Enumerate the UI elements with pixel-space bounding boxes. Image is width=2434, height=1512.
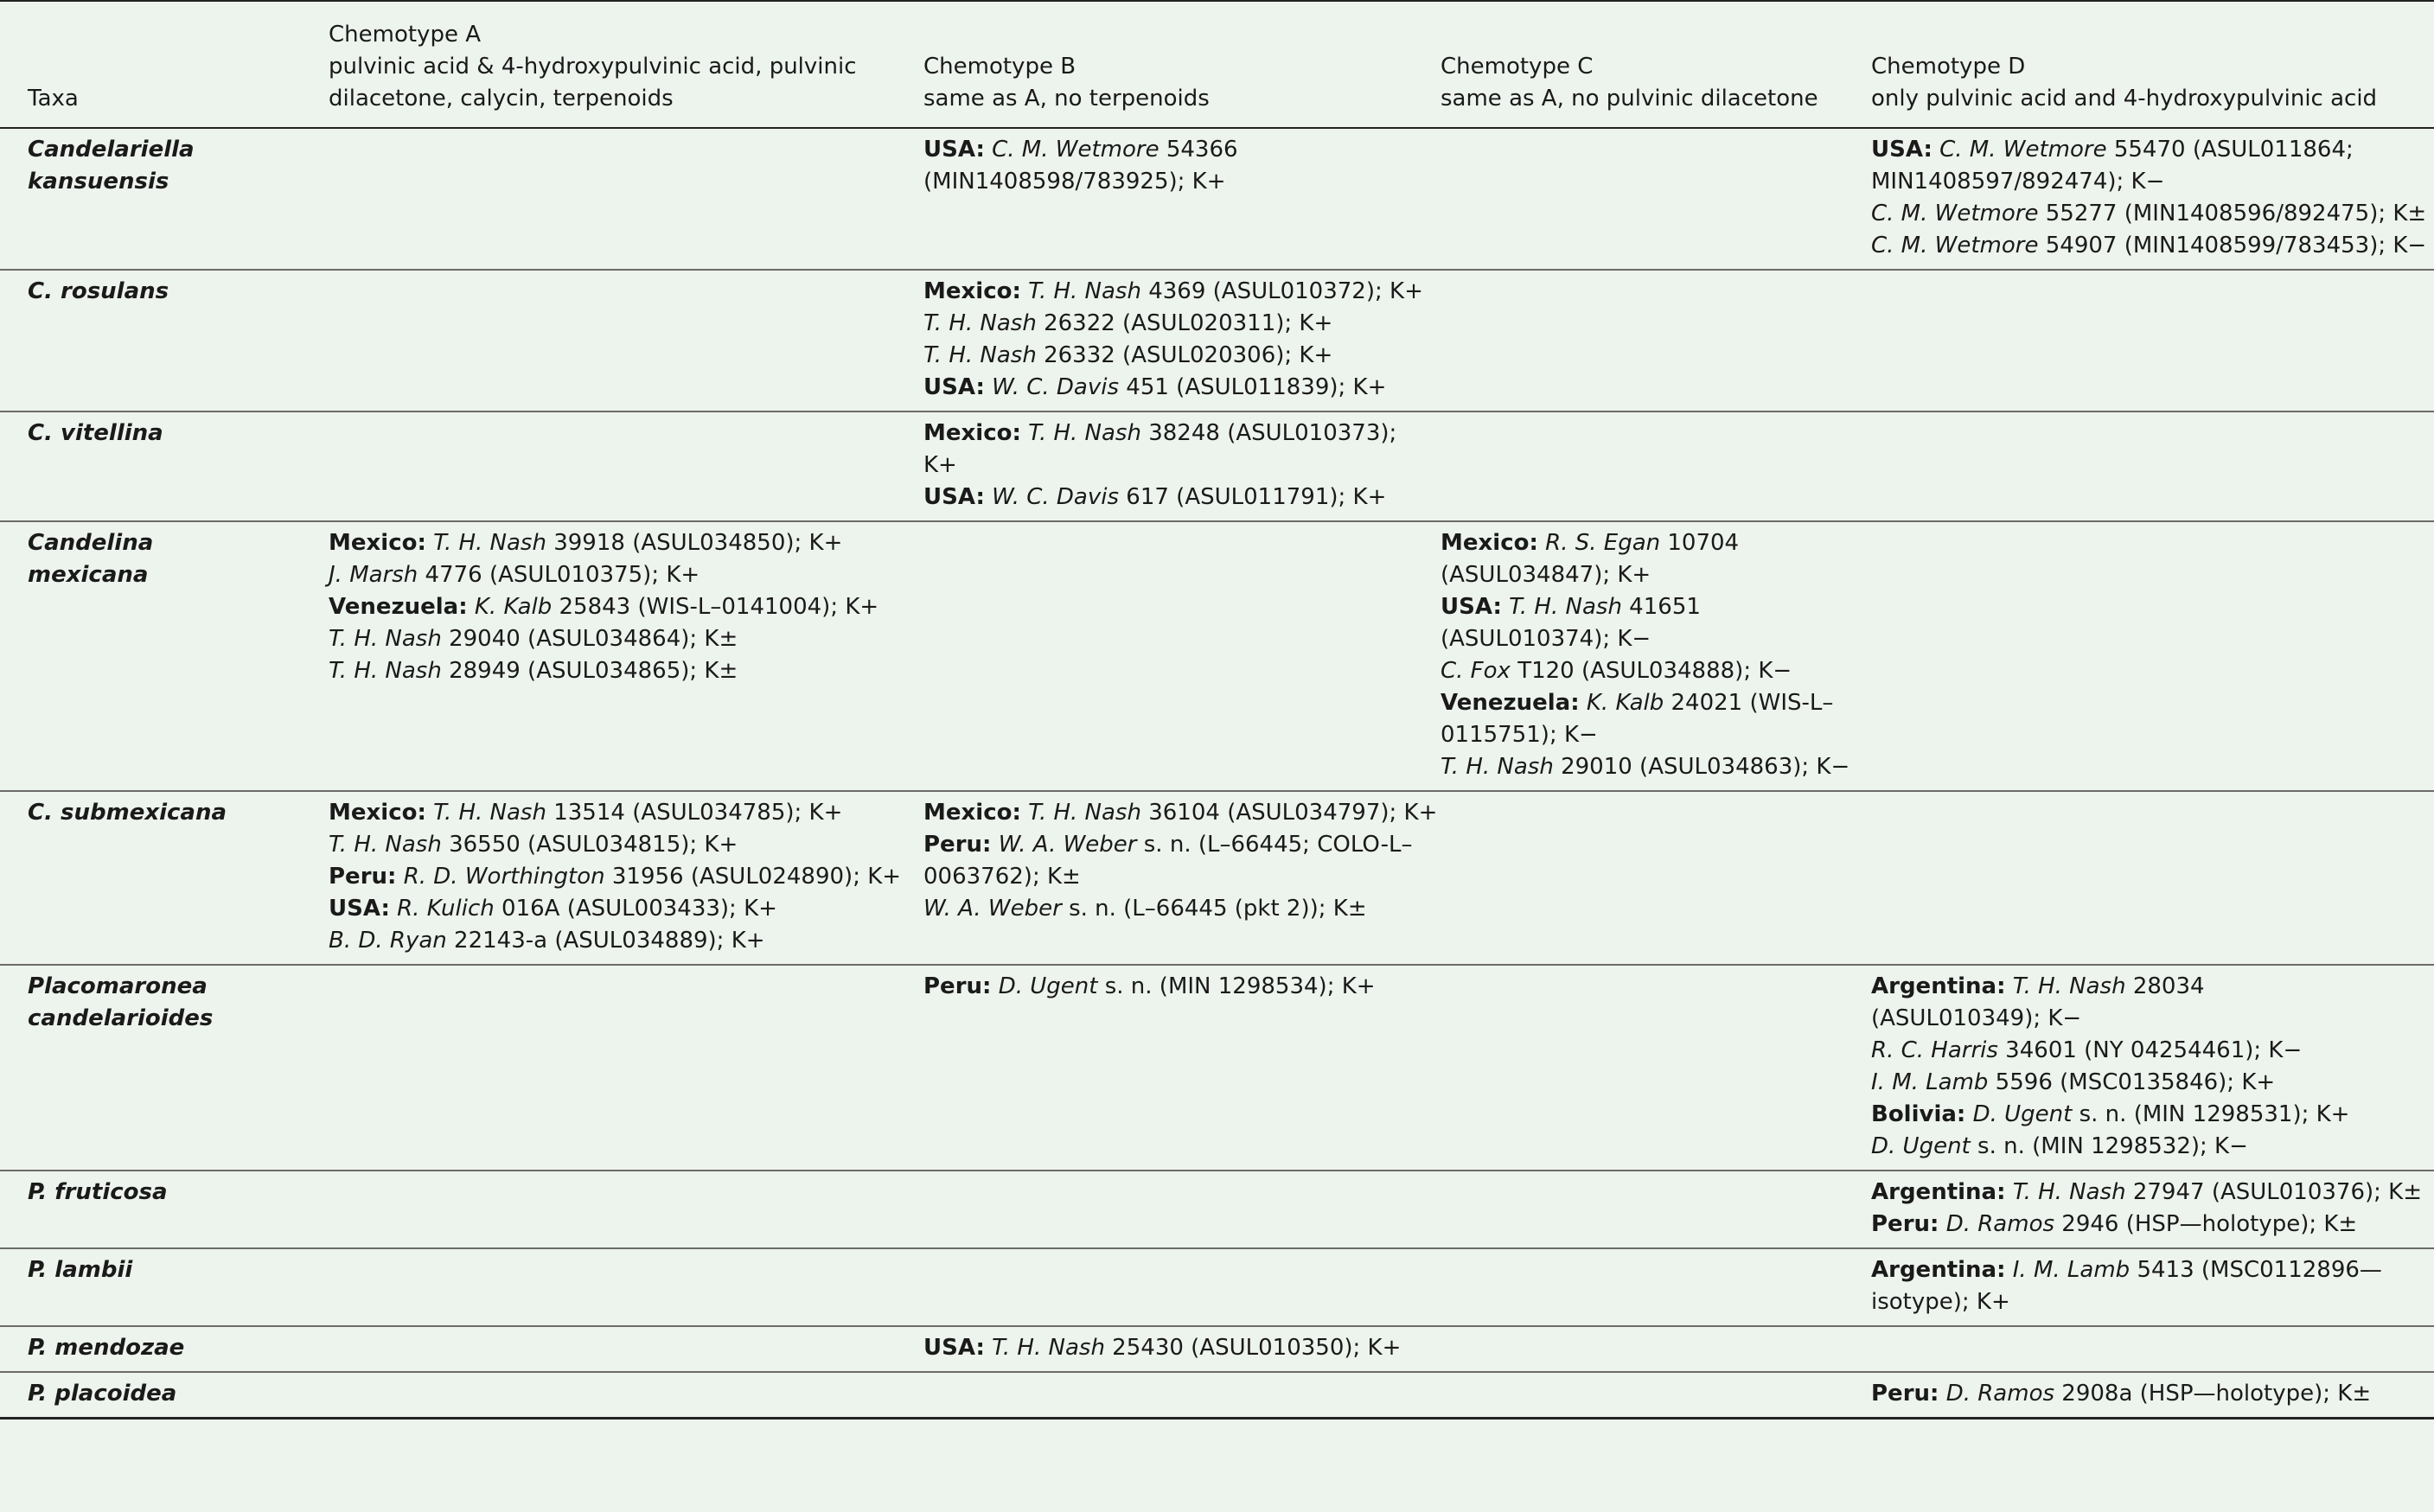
table-row	[0, 1326, 2434, 1372]
chemotype-d-cell	[1847, 411, 2434, 521]
table-row	[0, 128, 2434, 270]
specimen-detail: 26332 (ASUL020306); K+	[1036, 342, 1333, 368]
chemotype-b-cell	[899, 1372, 1416, 1419]
collector-name: T. H. Nash	[992, 1335, 1105, 1361]
specimen-detail: 39918 (ASUL034850); K+	[546, 530, 843, 556]
specimen-detail: s. n. (MIN 1298531); K+	[2072, 1101, 2350, 1127]
table-row	[0, 270, 2434, 411]
chemotype-c-cell	[1416, 1372, 1847, 1419]
collector-name: T. H. Nash	[329, 658, 442, 684]
specimen-detail: 41651	[1621, 594, 1701, 620]
country-label: Peru:	[923, 832, 992, 858]
specimen-detail: isotype); K+	[1871, 1289, 2010, 1315]
specimen-detail: 54366	[1159, 137, 1238, 163]
specimen-detail: MIN1408597/892474); K−	[1871, 169, 2165, 195]
chemotype-c-cell	[1416, 1248, 1847, 1326]
specimen-detail: 5413 (MSC0112896—	[2130, 1257, 2382, 1283]
specimen-line	[1871, 1035, 2422, 1067]
chemotype-c-cell	[1416, 1326, 1847, 1372]
header-taxa: Taxa	[0, 1, 304, 128]
country-label: Venezuela:	[1441, 690, 1580, 716]
specimen-detail: (ASUL034847); K+	[1441, 562, 1651, 588]
specimen-detail: 55470 (ASUL011864;	[2106, 137, 2354, 163]
table-row	[0, 411, 2434, 521]
collector-name: T. H. Nash	[1441, 754, 1554, 780]
country-label: Mexico:	[923, 420, 1021, 446]
specimen-detail: (MIN1408598/783925); K+	[923, 169, 1226, 195]
collector-name: T. H. Nash	[1028, 278, 1141, 304]
table-header	[0, 1, 2434, 128]
collector-name: D. Ugent	[998, 973, 1098, 999]
specimen-detail: 4776 (ASUL010375); K+	[418, 562, 700, 588]
collector-name: T. H. Nash	[2012, 973, 2126, 999]
collector-name: C. M. Wetmore	[992, 137, 1160, 163]
specimen-detail: 0115751); K−	[1441, 722, 1598, 748]
specimen-detail: 36550 (ASUL034815); K+	[441, 832, 738, 858]
collector-name: K. Kalb	[1586, 690, 1664, 716]
specimen-line	[329, 527, 887, 559]
taxa-cell	[0, 1326, 304, 1372]
specimen-detail: 34601 (NY 04254461); K−	[1997, 1037, 2303, 1063]
collector-name: T. H. Nash	[923, 342, 1037, 368]
specimen-line	[923, 166, 1404, 198]
taxa-cell	[0, 1248, 304, 1326]
specimen-line	[923, 276, 1423, 308]
taxa-name: Placomaronea	[28, 973, 208, 999]
specimen-line	[1441, 527, 1835, 559]
chemotype-d-cell	[1847, 1248, 2434, 1326]
specimen-line	[1871, 1177, 2422, 1209]
specimen-line	[923, 861, 1404, 893]
country-label: USA:	[923, 374, 985, 400]
specimen-line	[1871, 1286, 2422, 1318]
country-label: USA:	[329, 896, 390, 922]
specimen-line	[329, 655, 887, 687]
specimen-line	[329, 797, 887, 829]
chemotype-b-cell	[899, 1171, 1416, 1248]
specimen-line	[329, 829, 887, 861]
country-label: Peru:	[923, 973, 992, 999]
taxa-name: C. vitellina	[28, 420, 163, 446]
taxa-name: mexicana	[28, 562, 149, 588]
specimen-line	[1871, 1254, 2422, 1286]
specimen-detail: 28949 (ASUL034865); K±	[441, 658, 738, 684]
specimen-line	[923, 308, 1404, 340]
taxa-cell	[0, 965, 304, 1171]
specimen-detail: s. n. (L–66445; COLO-L–	[1136, 832, 1413, 858]
specimen-line	[923, 797, 1438, 829]
specimen-line	[329, 925, 887, 957]
country-label: USA:	[1441, 594, 1502, 620]
specimen-line	[1441, 559, 1835, 591]
chemotype-c-cell	[1416, 965, 1847, 1171]
chemotype-d-cell	[1847, 1171, 2434, 1248]
collector-name: I. M. Lamb	[1871, 1069, 1989, 1095]
taxa-cell	[0, 270, 304, 411]
taxa-name: kansuensis	[28, 169, 169, 195]
taxa-name: P. placoidea	[28, 1381, 177, 1407]
specimen-line	[1871, 230, 2427, 262]
chemotype-d-cell	[1847, 521, 2434, 791]
country-label: Argentina:	[1871, 973, 2006, 999]
chemotype-b-cell	[899, 521, 1416, 791]
country-label: Peru:	[1871, 1381, 1939, 1407]
specimen-detail: K+	[923, 452, 957, 478]
collector-name: B. D. Ryan	[329, 928, 447, 954]
country-label: USA:	[1871, 137, 1933, 163]
header-chemotype-a: Chemotype A pulvinic acid & 4-hydroxypulvinic acid, pulvinic dilacetone, calycin, terpenoids	[304, 1, 899, 128]
collector-name: T. H. Nash	[1028, 800, 1141, 826]
specimen-line	[1441, 687, 1835, 719]
specimen-detail: (ASUL010374); K−	[1441, 626, 1651, 652]
chemotype-c-cell	[1416, 411, 1847, 521]
specimen-detail: 5596 (MSC0135846); K+	[1988, 1069, 2276, 1095]
taxa-name: Candelina	[28, 530, 154, 556]
specimen-detail: 2908a (HSP—holotype); K±	[2054, 1381, 2372, 1407]
specimen-detail: 31956 (ASUL024890); K+	[604, 864, 902, 890]
specimen-detail: 0063762); K±	[923, 864, 1081, 890]
table-row	[0, 1171, 2434, 1248]
specimen-line	[1871, 1209, 2422, 1241]
country-label: Mexico:	[1441, 530, 1538, 556]
chemotype-b-cell	[899, 411, 1416, 521]
table-body	[0, 128, 2434, 1419]
specimen-line	[329, 591, 887, 623]
collector-name: T. H. Nash	[433, 800, 546, 826]
chemotype-a-cell	[304, 1372, 899, 1419]
country-label: Peru:	[329, 864, 397, 890]
collector-name: I. M. Lamb	[2012, 1257, 2131, 1283]
header-chemotype-b: Chemotype B same as A, no terpenoids	[899, 1, 1416, 128]
collector-name: J. Marsh	[329, 562, 418, 588]
taxa-cell	[0, 521, 304, 791]
taxa-name: C. rosulans	[28, 278, 169, 304]
specimen-detail: T120 (ASUL034888); K−	[1510, 658, 1792, 684]
country-label: Argentina:	[1871, 1257, 2006, 1283]
specimen-line	[1871, 198, 2427, 230]
specimen-line	[1441, 623, 1835, 655]
specimen-detail: s. n. (L–66445 (pkt 2)); K±	[1061, 896, 1367, 922]
collector-name: C. M. Wetmore	[1871, 233, 2039, 258]
specimen-line	[1871, 1378, 2422, 1410]
table-row	[0, 1248, 2434, 1326]
chemotype-a-cell	[304, 965, 899, 1171]
chemotype-a-cell	[304, 1326, 899, 1372]
specimen-line	[1871, 1067, 2422, 1099]
taxa-cell	[0, 1171, 304, 1248]
country-label: USA:	[923, 1335, 985, 1361]
specimen-line	[329, 861, 902, 893]
specimen-detail: 22143-a (ASUL034889); K+	[446, 928, 765, 954]
specimen-detail: 016A (ASUL003433); K+	[494, 896, 777, 922]
chemotype-a-cell	[304, 128, 899, 270]
specimen-line	[329, 623, 887, 655]
collector-name: D. Ugent	[1871, 1133, 1971, 1159]
specimen-line	[1441, 719, 1835, 751]
chemotype-a-cell	[304, 791, 902, 965]
specimen-line	[923, 134, 1404, 166]
country-label: USA:	[923, 137, 985, 163]
chemotype-b-cell	[899, 128, 1416, 270]
specimen-detail: 29010 (ASUL034863); K−	[1553, 754, 1850, 780]
chemotype-d-cell	[1847, 128, 2434, 270]
taxa-name: P. fruticosa	[28, 1179, 168, 1205]
specimen-line	[923, 1332, 1404, 1364]
collector-name: T. H. Nash	[329, 626, 442, 652]
specimen-line	[1441, 591, 1835, 623]
chemotype-d-cell	[1847, 965, 2434, 1171]
chemotype-a-cell	[304, 521, 899, 791]
specimen-detail: 2946 (HSP—holotype); K±	[2054, 1211, 2358, 1237]
collector-name: T. H. Nash	[1509, 594, 1622, 620]
table-row	[0, 791, 2434, 965]
chemotype-c-cell	[1416, 128, 1847, 270]
chemotype-c-cell	[1416, 270, 1847, 411]
collector-name: R. S. Egan	[1545, 530, 1661, 556]
taxa-name: Candelariella	[28, 137, 195, 163]
specimen-line	[923, 482, 1404, 514]
specimen-line	[923, 971, 1404, 1003]
specimen-detail: 451 (ASUL011839); K+	[1119, 374, 1387, 400]
chemotype-d-cell	[1847, 1326, 2434, 1372]
country-label: Argentina:	[1871, 1179, 2006, 1205]
taxa-cell	[0, 791, 304, 965]
specimen-line	[1871, 971, 2422, 1003]
collector-name: D. Ramos	[1945, 1211, 2055, 1237]
collector-name: C. M. Wetmore	[1939, 137, 2107, 163]
chemotype-b-cell	[899, 965, 1416, 1171]
chemotype-d-cell	[1847, 1372, 2434, 1419]
header-chemotype-c: Chemotype C same as A, no pulvinic dilacetone	[1416, 1, 1847, 128]
chemotype-b-cell	[899, 791, 1438, 965]
country-label: Mexico:	[923, 800, 1021, 826]
country-label: USA:	[923, 484, 985, 510]
specimen-detail: 10704	[1660, 530, 1740, 556]
collector-name: W. C. Davis	[992, 484, 1120, 510]
specimen-line	[1441, 655, 1835, 687]
collector-name: C. M. Wetmore	[1871, 201, 2039, 226]
chemotype-a-cell	[304, 1248, 899, 1326]
chemotype-b-cell	[899, 270, 1423, 411]
specimen-line	[1871, 134, 2422, 166]
specimen-line	[923, 418, 1404, 450]
specimen-detail: 36104 (ASUL034797); K+	[1140, 800, 1438, 826]
specimen-line	[923, 340, 1404, 372]
specimen-detail: s. n. (MIN 1298532); K−	[1970, 1133, 2248, 1159]
chemotype-d-cell	[1847, 791, 2434, 965]
taxa-name: P. lambii	[28, 1257, 133, 1283]
collector-name: D. Ugent	[1972, 1101, 2073, 1127]
specimen-detail: 55277 (MIN1408596/892475); K±	[2038, 201, 2427, 226]
collector-name: C. Fox	[1441, 658, 1511, 684]
specimen-detail: 4369 (ASUL010372); K+	[1140, 278, 1423, 304]
country-label: Mexico:	[329, 530, 426, 556]
table-row	[0, 521, 2434, 791]
collector-name: W. A. Weber	[998, 832, 1137, 858]
collector-name: T. H. Nash	[433, 530, 546, 556]
specimen-detail: 24021 (WIS-L–	[1664, 690, 1834, 716]
specimen-line	[923, 893, 1404, 925]
collector-name: R. C. Harris	[1871, 1037, 1998, 1063]
specimen-line	[1871, 166, 2422, 198]
specimen-line	[923, 372, 1404, 404]
chemotype-a-cell	[304, 270, 899, 411]
chemotype-c-cell	[1416, 521, 1850, 791]
collector-name: T. H. Nash	[923, 310, 1037, 336]
taxa-name: C. submexicana	[28, 800, 227, 826]
collector-name: T. H. Nash	[1028, 420, 1141, 446]
country-label: Mexico:	[329, 800, 426, 826]
specimen-line	[329, 893, 887, 925]
country-label: Venezuela:	[329, 594, 468, 620]
chemotype-a-cell	[304, 411, 899, 521]
specimen-detail: 38248 (ASUL010373);	[1140, 420, 1397, 446]
specimen-detail: s. n. (MIN 1298534); K+	[1097, 973, 1376, 999]
specimen-detail: 13514 (ASUL034785); K+	[546, 800, 843, 826]
specimen-detail: 29040 (ASUL034864); K±	[441, 626, 738, 652]
specimen-detail: 25430 (ASUL010350); K+	[1104, 1335, 1402, 1361]
collector-name: W. C. Davis	[992, 374, 1120, 400]
chemotype-a-cell	[304, 1171, 899, 1248]
taxa-name: P. mendozae	[28, 1335, 185, 1361]
specimen-detail: 26322 (ASUL020311); K+	[1036, 310, 1333, 336]
specimen-line	[1871, 1003, 2422, 1035]
specimen-detail: 25843 (WIS-L–0141004); K+	[552, 594, 879, 620]
specimen-detail: 54907 (MIN1408599/783453); K−	[2038, 233, 2427, 258]
collector-name: D. Ramos	[1945, 1381, 2055, 1407]
specimen-line	[1871, 1099, 2422, 1131]
taxa-name: candelarioides	[28, 1005, 214, 1031]
taxa-cell	[0, 128, 304, 270]
chemotype-d-cell	[1847, 270, 2434, 411]
specimen-detail: 28034	[2125, 973, 2205, 999]
header-chemotype-d: Chemotype D only pulvinic acid and 4-hydroxypulvinic acid	[1847, 1, 2434, 128]
specimen-detail: 617 (ASUL011791); K+	[1119, 484, 1387, 510]
chemotype-b-cell	[899, 1248, 1416, 1326]
specimen-detail: 27947 (ASUL010376); K±	[2125, 1179, 2423, 1205]
table-row	[0, 965, 2434, 1171]
collector-name: R. D. Worthington	[403, 864, 605, 890]
table-row	[0, 1372, 2434, 1419]
specimen-detail: (ASUL010349); K−	[1871, 1005, 2082, 1031]
collector-name: K. Kalb	[474, 594, 553, 620]
collector-name: T. H. Nash	[2012, 1179, 2126, 1205]
collector-name: W. A. Weber	[923, 896, 1062, 922]
chemotype-c-cell	[1416, 1171, 1847, 1248]
specimen-line	[1871, 1131, 2422, 1163]
taxa-cell	[0, 411, 304, 521]
collector-name: R. Kulich	[397, 896, 495, 922]
country-label: Mexico:	[923, 278, 1021, 304]
specimen-line	[1441, 751, 1850, 783]
taxa-cell	[0, 1372, 304, 1419]
country-label: Bolivia:	[1871, 1101, 1966, 1127]
specimen-line	[923, 450, 1404, 482]
chemotype-c-cell	[1416, 791, 1847, 965]
country-label: Peru:	[1871, 1211, 1939, 1237]
specimen-line	[329, 559, 887, 591]
collector-name: T. H. Nash	[329, 832, 442, 858]
chemotype-b-cell	[899, 1326, 1416, 1372]
specimen-line	[923, 829, 1413, 861]
